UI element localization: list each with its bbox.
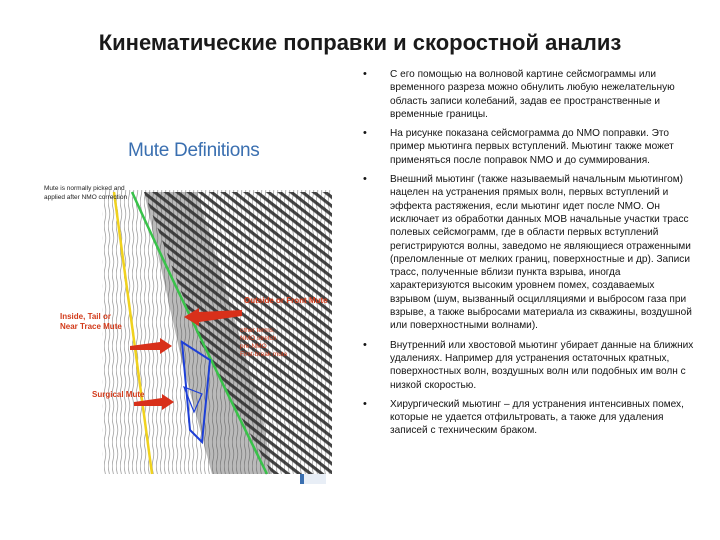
other-terms-item: NMO stretch [240,335,277,342]
inside-mute-label-line1: Inside, Tail or [60,312,111,321]
bullet-item: • Хирургический мьютинг – для устранения интенсивных помех, которые не удается отфильтровать, а также для удаления записей с техническим браком. [362,398,696,438]
surgical-mute-label: Surgical Mute [92,390,145,399]
other-terms-item: First-break mute [240,351,288,358]
other-terms-item: pre-NMO [240,343,267,350]
other-terms-item: other terms: [240,327,275,334]
inside-mute-label [60,312,122,332]
figure-note: Mute is normally picked and applied after NMO correction [44,185,128,201]
bullet-item: • Внутренний или хвостовой мьютинг убирает данные на ближних удалениях. Например для устранения остаточных кратных, поверхностных волн, воздушных волн или подобных им волн с низкой скоростью. [362,339,696,392]
other-terms-list [240,327,287,359]
bullet-item: • Внешний мьютинг (также называемый начальным мьютингом) нацелен на устранения прямых волн, первых вступлений и эффекта растяжения, если мьютинг идет после NMO. Он исключает из обработки данных МОВ начальные участки трасс полевых сейсмограмм, где в области первых вступлений регистрируются волны, заведомо не являющиеся отраженными (преломленные от мелких границ, поверхностные и др). Записи трасс, полученные вблизи пункта взрыва, иногда характеризуются высоким уровнем помех, создаваемых взрывом (шум, вызванный осцилляциями и выбросом газа при взрыве, а также выбросами материала из скважины, воздушной или поверхностными волнами). [362,173,696,333]
bullet-item: • На рисунке показана сейсмограмма до NMO поправки. Это пример мьютинга первых вступлений. Мьютинг также может применяться после поправок NMO и до суммирования. [362,127,696,167]
mute-definitions-figure [32,112,332,492]
inside-mute-label-line2: Near Trace Mute [60,322,122,331]
figure-title: Mute Definitions [128,140,260,161]
bullet-item: • С его помощью на волновой картине сейсмограммы или временного разреза можно обнулить любую нежелательную область записи колебаний, задав ее пространственные и временные границы. [362,68,696,121]
outside-mute-label: Outside or Front Mute [244,296,328,305]
bullet-list [362,68,696,444]
slide-title: Кинематические поправки и скоростной анализ [98,30,622,55]
